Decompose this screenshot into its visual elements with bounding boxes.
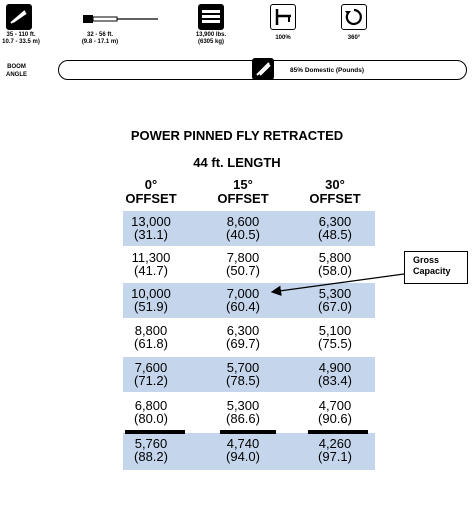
boom-angle-value: (40.5) bbox=[226, 227, 260, 242]
boom-angle-value: (88.2) bbox=[134, 449, 168, 464]
capacity-lbs: 4,900 bbox=[318, 360, 352, 375]
column-header-15deg: 15° OFFSET bbox=[217, 177, 269, 206]
capacity-lbs: 6,300 bbox=[318, 214, 352, 229]
capacity-lbs: 5,700 bbox=[226, 360, 260, 375]
boom-angle-value: (86.6) bbox=[226, 411, 260, 426]
column-header-0deg: 0° OFFSET bbox=[125, 177, 177, 206]
boom-angle-value: (31.1) bbox=[134, 227, 168, 242]
boom-angle-value: (60.4) bbox=[226, 299, 260, 314]
boom-angle-value: (50.7) bbox=[226, 263, 260, 278]
boom-angle-value: (61.8) bbox=[134, 336, 168, 351]
boom-angle-value: (83.4) bbox=[318, 373, 352, 388]
boom-reach-caption: 35 - 110 ft. 10.7 - 33.5 m) bbox=[2, 32, 40, 45]
capacity-lbs: 5,100 bbox=[318, 323, 352, 338]
capacity-lbs: 5,300 bbox=[318, 286, 352, 301]
chart-title: POWER PINNED FLY RETRACTED bbox=[130, 128, 344, 143]
gross-capacity-callout: Gross Capacity bbox=[404, 251, 468, 284]
capacity-lbs: 8,800 bbox=[134, 323, 168, 338]
boom-angle-value: (67.0) bbox=[318, 299, 352, 314]
rotation-caption: 360° bbox=[347, 35, 361, 41]
boom-angle-value: (78.5) bbox=[226, 373, 260, 388]
chart-length: 44 ft. LENGTH bbox=[193, 155, 281, 170]
capacity-lbs: 8,600 bbox=[226, 214, 260, 229]
capacity-lbs: 4,700 bbox=[318, 398, 352, 413]
capacity-caption: 13,900 lbs. (6305 kg) bbox=[195, 32, 227, 45]
boom-angle-value: (41.7) bbox=[134, 263, 168, 278]
boom-angle-value: (48.5) bbox=[318, 227, 352, 242]
boom-angle-value: (69.7) bbox=[226, 336, 260, 351]
capacity-lbs: 6,300 bbox=[226, 323, 260, 338]
capacity-lbs: 11,300 bbox=[131, 250, 171, 265]
boom-angle-value: (80.0) bbox=[134, 411, 168, 426]
capacity-lbs: 5,760 bbox=[134, 436, 168, 451]
boom-angle-value: (97.1) bbox=[318, 449, 352, 464]
outrigger-caption: 100% bbox=[275, 35, 291, 41]
boom-angle-value: (75.5) bbox=[318, 336, 352, 351]
boom-angle-value: (58.0) bbox=[318, 263, 352, 278]
jib-caption: 32 - 56 ft. (9.8 - 17.1 m) bbox=[81, 32, 119, 45]
column-header-30deg: 30° OFFSET bbox=[309, 177, 361, 206]
capacity-lbs: 5,800 bbox=[318, 250, 352, 265]
capacity-lbs: 4,260 bbox=[318, 436, 352, 451]
capacity-lbs: 7,800 bbox=[226, 250, 260, 265]
capacity-lbs: 10,000 bbox=[131, 286, 171, 301]
boom-angle-value: (71.2) bbox=[134, 373, 168, 388]
boom-angle-value: (90.6) bbox=[318, 411, 352, 426]
capacity-lbs: 13,000 bbox=[131, 214, 171, 229]
capacity-lbs: 5,300 bbox=[226, 398, 260, 413]
capacity-lbs: 6,800 bbox=[134, 398, 168, 413]
capacity-lbs: 7,600 bbox=[134, 360, 168, 375]
boom-angle-value: (94.0) bbox=[226, 449, 260, 464]
capacity-lbs: 7,000 bbox=[226, 286, 260, 301]
boom-angle-value: (51.9) bbox=[134, 299, 168, 314]
domestic-rating-text: 85% Domestic (Pounds) bbox=[290, 67, 365, 74]
boom-angle-label: BOOM ANGLE bbox=[6, 64, 27, 78]
capacity-lbs: 4,740 bbox=[226, 436, 260, 451]
